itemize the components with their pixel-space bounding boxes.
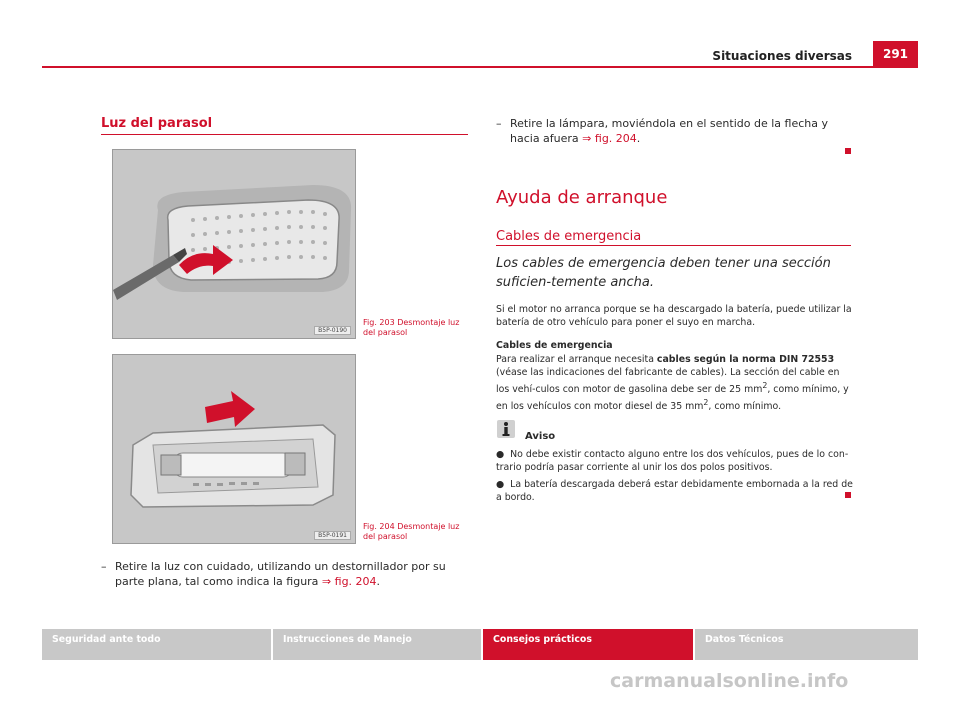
figure-code: B5P-0191 bbox=[314, 531, 351, 540]
info-note-icon bbox=[497, 420, 515, 438]
figure-caption: Fig. 203 Desmontaje luz del parasol bbox=[363, 318, 460, 337]
paragraph-text: (véase las indicaciones del fabricante de cables). La sección del cable en los vehí-culos con motor de gasolina debe ser de 25 mm bbox=[496, 367, 840, 396]
note-title: Aviso bbox=[525, 431, 556, 442]
instruction-step bbox=[101, 559, 469, 589]
bullet-text: No debe existir contacto alguno entre los dos vehículos, pues de lo con-trario podría pasar corriente al unir los dos polos positivos. bbox=[496, 449, 849, 473]
step-body: Retire la lámpara, moviéndola en el sentido de la flecha y hacia afuera bbox=[510, 117, 828, 145]
sub-label: Cables de emergencia bbox=[496, 340, 613, 351]
figure-code: B5P-0190 bbox=[314, 326, 351, 335]
norm-reference: cables según la norma DIN 72553 bbox=[656, 354, 835, 365]
end-marker bbox=[845, 492, 851, 498]
superscript: 2 bbox=[762, 381, 768, 390]
subsection-title: Cables de emergencia bbox=[496, 229, 642, 244]
end-marker bbox=[845, 148, 851, 154]
figure-caption: Fig. 204 Desmontaje luz del parasol bbox=[363, 522, 460, 541]
step-text bbox=[510, 116, 856, 146]
figure-link[interactable]: ⇒ fig. 204 bbox=[321, 575, 377, 588]
step-end: . bbox=[376, 575, 381, 588]
chapter-heading: Ayuda de arranque bbox=[496, 187, 668, 208]
paragraph bbox=[496, 353, 854, 413]
header-rule bbox=[42, 66, 918, 68]
section-title: Luz del parasol bbox=[101, 116, 213, 131]
step-dash: – bbox=[101, 560, 107, 573]
tab-consejos[interactable]: Consejos prácticos bbox=[483, 629, 693, 660]
paragraph-text: , como mínimo. bbox=[708, 401, 782, 413]
figure-link[interactable]: ⇒ fig. 204 bbox=[582, 132, 637, 145]
subsection-rule bbox=[496, 245, 851, 246]
step-text bbox=[115, 559, 469, 589]
bullet-icon: ● bbox=[496, 479, 505, 490]
paragraph-text: , como mínimo, y en los vehículos con motor diesel de 35 mm bbox=[496, 384, 849, 413]
superscript: 2 bbox=[703, 398, 709, 408]
list-item bbox=[496, 448, 854, 474]
page-number: 291 bbox=[873, 41, 918, 66]
tab-seguridad[interactable]: Seguridad ante todo bbox=[42, 629, 271, 660]
tab-instrucciones[interactable]: Instrucciones de Manejo bbox=[273, 629, 481, 660]
step-body: Retire la luz con cuidado, utilizando un destornillador por su parte plana, tal como indica la figura bbox=[115, 560, 446, 588]
tab-datos[interactable]: Datos Técnicos bbox=[695, 629, 918, 660]
bullet-text: La batería descargada deberá estar debidamente embornada a la red de a bordo. bbox=[496, 479, 853, 503]
lamp-removal-illustration bbox=[113, 355, 355, 543]
section-rule bbox=[101, 134, 468, 135]
list-item bbox=[496, 478, 854, 504]
instruction-step bbox=[496, 116, 856, 146]
watermark: carmanualsonline.info bbox=[610, 670, 849, 692]
lead-text: Los cables de emergencia deben tener una sección suficien-temente ancha. bbox=[496, 256, 831, 290]
step-end: . bbox=[636, 132, 641, 145]
paragraph-text: Para realizar el arranque necesita bbox=[496, 354, 657, 365]
chapter-title: Situaciones diversas bbox=[712, 49, 852, 63]
bullet-icon: ● bbox=[496, 449, 505, 460]
paragraph: Si el motor no arranca porque se ha descargado la batería, puede utilizar la batería de otro vehículo para poner el suyo en marcha. bbox=[496, 304, 852, 328]
step-dash: – bbox=[496, 117, 502, 130]
figure-204 bbox=[112, 354, 356, 544]
figure-203 bbox=[112, 149, 356, 339]
sunvisor-light-illustration bbox=[113, 150, 355, 338]
